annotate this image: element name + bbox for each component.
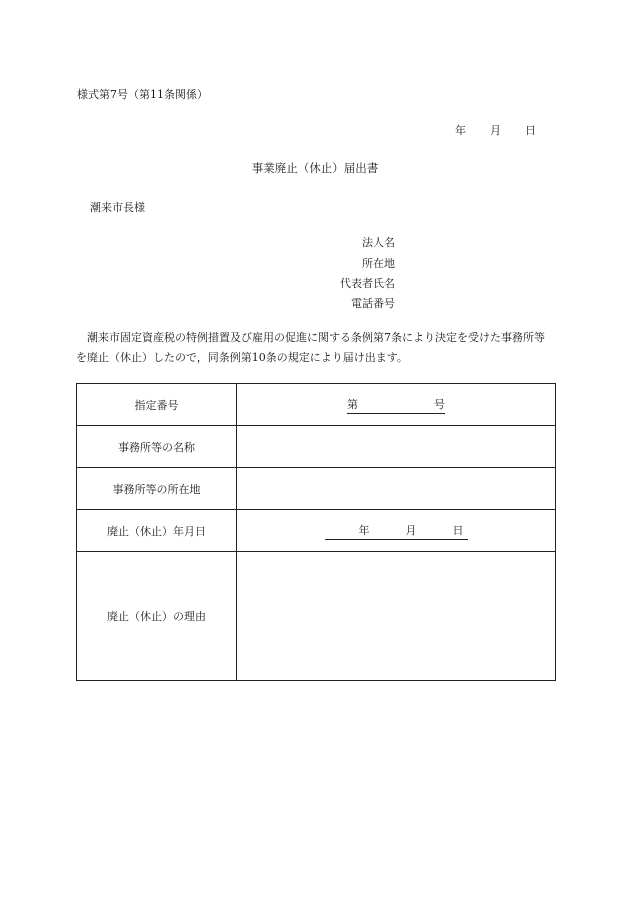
designation-suffix: 号 (434, 397, 445, 411)
date-month-label: 月 (490, 124, 501, 137)
closure-month-label: 月 (405, 523, 417, 537)
table-row (77, 426, 556, 468)
applicant-corp-name-label: 法人名 (362, 236, 395, 249)
closure-date-field[interactable] (237, 510, 556, 552)
document-title: 事業廃止（休止）届出書 (251, 161, 379, 175)
closure-date-label: 廃止（休止）年月日 (77, 510, 237, 552)
closure-reason-label: 廃止（休止）の理由 (77, 552, 237, 681)
date-day-label: 日 (525, 124, 536, 137)
office-address-field[interactable] (237, 468, 556, 510)
closure-year-label: 年 (358, 523, 370, 537)
closure-reason-field[interactable] (237, 552, 556, 681)
applicant-phone-label: 電話番号 (351, 297, 395, 310)
closure-date-underline (325, 522, 468, 540)
office-name-label: 事務所等の名称 (77, 426, 237, 468)
applicant-representative-label: 代表者氏名 (340, 277, 395, 290)
designation-prefix: 第 (347, 397, 358, 411)
designation-number-label: 指定番号 (77, 384, 237, 426)
notification-form-table (76, 383, 556, 681)
applicant-address-label: 所在地 (362, 257, 395, 270)
table-row (77, 510, 556, 552)
table-row (77, 384, 556, 426)
table-row (77, 552, 556, 681)
body-text: 潮来市固定資産税の特例措置及び雇用の促進に関する条例第7条により決定を受けた事務所等を廃止（休止）したので，同条例第10条の規定により届け出ます。 (76, 331, 545, 364)
designation-number-underline (347, 396, 445, 414)
table-row (77, 468, 556, 510)
addressee: 潮来市長様 (90, 201, 145, 214)
office-address-label: 事務所等の所在地 (77, 468, 237, 510)
closure-day-label: 日 (452, 523, 464, 537)
submission-date (455, 122, 536, 138)
date-year-label: 年 (455, 124, 466, 137)
form-code: 様式第7号（第11条関係） (77, 88, 208, 101)
designation-number-field[interactable] (237, 384, 556, 426)
office-name-field[interactable] (237, 426, 556, 468)
